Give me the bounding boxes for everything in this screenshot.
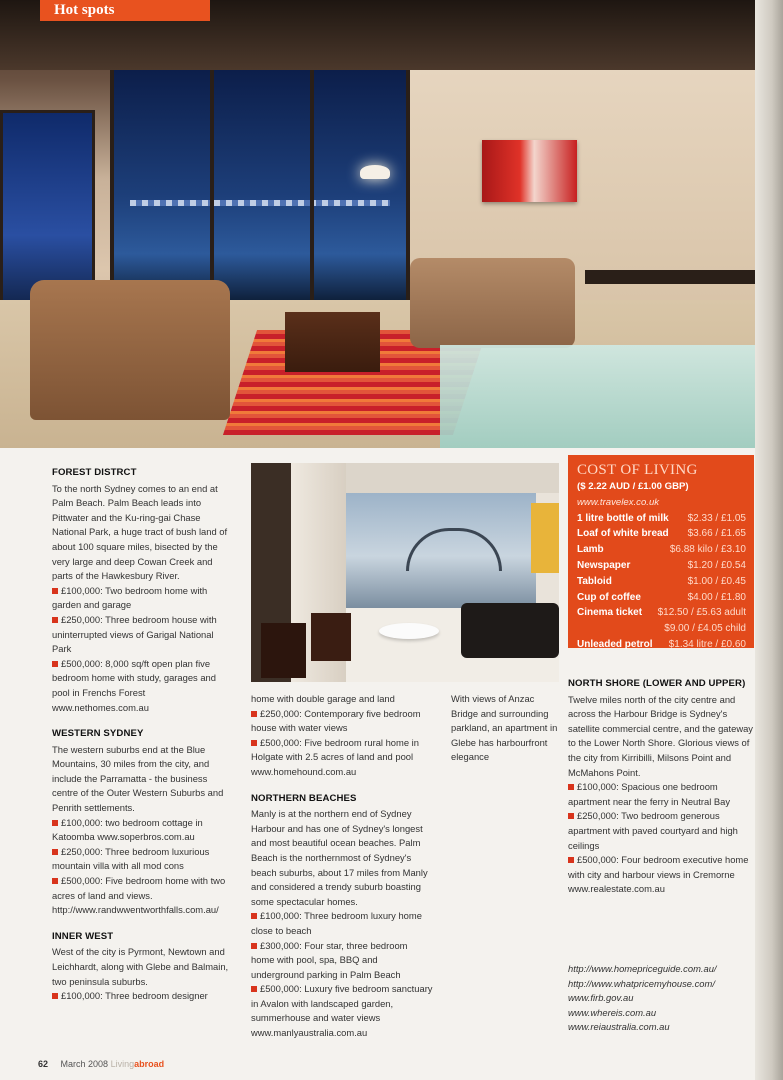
bullet-icon — [251, 711, 257, 717]
listing-item: £250,000: Three bedroom house with uninterrupted views of Garigal National Park — [52, 613, 217, 655]
listing-item: £500,000: Five bedroom home with two acres of land and views. — [52, 875, 226, 901]
section-heading: FOREST DISTRCT — [52, 467, 137, 478]
page-gutter — [755, 0, 783, 1080]
cost-row: Newspaper $1.20 / £0.54 — [577, 559, 746, 571]
listing-item: £250,000: Three bedroom luxurious mountain villa with all mod cons — [52, 845, 210, 872]
section-intro: Twelve miles north of the city centre and across the Harbour Bridge is Sydney's satellite commercial centre, and the gateway to the Lower North Shore. Glorious views of the city from Kirribilli, Milsons Point and McMahons Point. — [568, 693, 753, 778]
listing-item: £250,000: Two bedroom generous apartment with paved courtyard and high ceilings — [568, 810, 738, 851]
link[interactable]: www.reiaustralia.com.au — [568, 1021, 670, 1033]
listing-continuation: home with double garage and land — [251, 693, 395, 704]
cost-row: Unleaded petrol $1.34 litre / £0.60 — [577, 638, 746, 650]
listing-item: £100,000: Two bedroom home with garden and garage — [52, 584, 208, 611]
bullet-icon — [52, 820, 58, 826]
link[interactable]: www.firb.gov.au — [568, 992, 634, 1004]
cost-row: Cinema ticket $12.50 / £5.63 adult — [577, 607, 746, 619]
listing-item: £500,000: Five bedroom rural home in Holgate with 2.5 acres of land and pool — [251, 736, 419, 763]
cost-row: $9.00 / £4.05 child — [664, 623, 746, 635]
cost-row: Loaf of white bread $3.66 / £1.65 — [577, 528, 746, 540]
page-footer — [38, 1059, 164, 1069]
coffee-table — [285, 312, 380, 372]
section-heading: NORTH SHORE (LOWER AND UPPER) — [568, 678, 746, 689]
bullet-icon — [52, 993, 58, 999]
section-intro: West of the city is Pyrmont, Newtown and Leichhardt, along with Glebe and Balmain, two peninsula suburbs. — [52, 946, 229, 987]
link[interactable]: http://www.whatpricemyhouse.com/ — [568, 977, 715, 989]
box-title: COST OF LIVING — [577, 462, 698, 478]
listing-url: www.manlyaustralia.com.au — [251, 1027, 368, 1039]
bullet-icon — [568, 784, 574, 790]
cost-row: 1 litre bottle of milk $2.33 / £1.05 — [577, 512, 746, 524]
cost-of-living-box — [568, 455, 754, 648]
listing-item: £500,000: 8,000 sq/ft open plan five bedroom home with study, garages and pool in Frenchs Forest — [52, 657, 216, 698]
useful-links — [568, 962, 754, 1035]
sofa — [30, 280, 230, 420]
source-url: www.travelex.co.uk — [577, 496, 660, 508]
section-heading: INNER WEST — [52, 930, 114, 942]
section-intro: The western suburbs end at the Blue Mountains, 30 miles from the city, and include the Parramatta - the business centre of the Outer Western Suburbs and Penrith settlements. — [52, 743, 224, 814]
page-number: 62 — [38, 1059, 49, 1069]
column-4 — [568, 677, 754, 897]
bullet-icon — [52, 617, 58, 623]
dining-table — [440, 345, 755, 448]
column-2 — [251, 692, 433, 1041]
red-painting — [482, 140, 577, 202]
bullet-icon — [568, 857, 574, 863]
bullet-icon — [52, 878, 58, 884]
listing-url: www.homehound.com.au — [251, 765, 357, 777]
bullet-icon — [251, 986, 257, 992]
listing-item: £300,000: Four star, three bedroom home with pool, spa, BBQ and underground parking in Palm Beach — [251, 939, 408, 980]
listing-url: www.realestate.com.au — [568, 883, 665, 895]
bullet-icon — [251, 913, 257, 919]
link[interactable]: http://www.homepriceguide.com.au/ — [568, 963, 717, 974]
magazine-name: Livingabroad — [110, 1059, 165, 1069]
listing-item: £100,000: Three bedroom designer — [52, 989, 232, 1004]
section-tag: Hot spots — [40, 0, 210, 21]
section-intro: Manly is at the northern end of Sydney Harbour and has one of Sydney's longest and most beautiful ocean beaches. Palm Beach is the northernmost of Sydney's beach suburbs, about 17 miles from Manly and considered a trendy suburb boasting some spectacular homes. — [251, 808, 428, 907]
bullet-icon — [568, 813, 574, 819]
section-heading: NORTHERN BEACHES — [251, 792, 357, 804]
listing-item: £250,000: Contemporary five bedroom house with water views — [251, 707, 421, 734]
harbour-apartment-photo — [251, 463, 559, 682]
cost-row: Lamb $6.88 kilo / £3.10 — [577, 544, 746, 556]
section-intro: To the north Sydney comes to an end at Palm Beach. Palm Beach leads into Pittwater and the Ku-ring-gai Chase National Park, a huge tract of bush land of about 100 square miles, bisected by the very large and deep Cowan Creek and parts of the Hawkesbury River. — [52, 482, 228, 582]
listing-url: http://www.randwwentworthfalls.com.au/ — [52, 904, 219, 916]
column-1 — [52, 466, 232, 1004]
listing-item: £500,000: Four bedroom executive home with city and harbour views in Cremorne — [568, 854, 749, 880]
bullet-icon — [251, 943, 257, 949]
listing-item: £500,000: Luxury five bedroom sanctuary in Avalon with landscaped garden, summerhouse and water views — [251, 983, 433, 1024]
listing-item: £100,000: two bedroom cottage in Katoomba www.soperbros.com.au — [52, 816, 203, 843]
section-heading: WESTERN SYDNEY — [52, 728, 144, 740]
bullet-icon — [52, 588, 58, 594]
listing-item: £100,000: Spacious one bedroom apartment near the ferry in Neutral Bay — [568, 781, 731, 807]
exchange-rate: ($ 2.22 AUD / £1.00 GBP) — [577, 481, 689, 492]
bullet-icon — [52, 661, 58, 667]
listing-url: www.nethomes.com.au — [52, 701, 149, 713]
listing-item: £100,000: Three bedroom luxury home close to beach — [251, 910, 422, 936]
living-room-photo — [0, 0, 755, 448]
bullet-icon — [52, 849, 58, 855]
issue-date: March 2008 — [60, 1059, 109, 1069]
photo-caption: With views of Anzac Bridge and surrounding parkland, an apartment in Glebe has harbourfront elegance — [451, 693, 558, 763]
bullet-icon — [251, 740, 257, 746]
link[interactable]: www.whereis.com.au — [568, 1006, 657, 1018]
cost-row: Tabloid $1.00 / £0.45 — [577, 575, 746, 587]
sofa — [410, 258, 575, 348]
cost-row: Cup of coffee $4.00 / £1.80 — [577, 591, 746, 603]
